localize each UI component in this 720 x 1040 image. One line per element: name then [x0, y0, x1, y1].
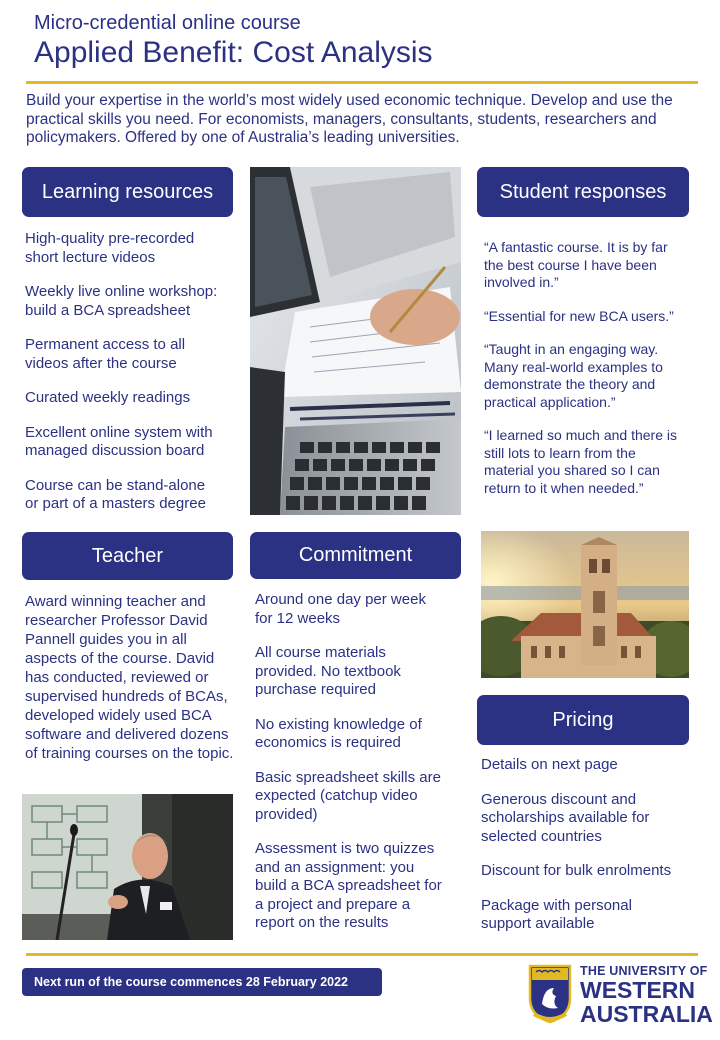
pricing-list	[481, 756, 693, 950]
pricing-item: Discount for bulk enrolments	[481, 862, 672, 879]
pricing-item: Details on next page	[481, 756, 618, 773]
university-wordmark	[580, 964, 713, 1026]
laptop-photo	[250, 167, 461, 515]
learning-resources-list	[25, 230, 240, 530]
learning-item: Weekly live online workshop: build a BCA spreadsheet	[25, 283, 218, 319]
teacher-photo	[22, 794, 233, 940]
learning-item: Curated weekly readings	[25, 389, 191, 406]
commitment-item: All course materials provided. No textbook purchase required	[255, 644, 401, 698]
bottom-divider	[26, 953, 698, 956]
student-quotes	[484, 239, 689, 513]
student-quote: “Taught in an engaging way. Many real-world examples to demonstrate the theory and practical application.”	[484, 341, 663, 410]
commitment-list	[255, 591, 467, 949]
learning-item: Course can be stand-alone or part of a masters degree	[25, 476, 206, 512]
university-name-line3: AUSTRALIA	[580, 1001, 713, 1027]
learning-item: Permanent access to all videos after the course	[25, 336, 186, 372]
pricing-item: Generous discount and scholarships available for selected countries	[481, 790, 650, 845]
student-quote: “A fantastic course. It is by far the best course I have been involved in.”	[484, 239, 668, 290]
campus-photo	[481, 531, 689, 678]
intro-text: Build your expertise in the world’s most widely used economic technique. Develop and use the practical skills you need. For economists, managers, consultants, students, researchers and policymakers. Offered by one of Australia’s leading universities.	[26, 92, 673, 146]
learning-item: Excellent online system with managed discussion board	[25, 423, 213, 459]
student-quote: “I learned so much and there is still lots to learn from the material you shared so I can return to it when needed.”	[484, 427, 677, 496]
pricing-heading: Pricing	[477, 695, 689, 745]
university-crest-logo	[528, 964, 572, 1024]
student-quote: “Essential for new BCA users.”	[484, 307, 674, 324]
teacher-heading: Teacher	[22, 532, 233, 580]
commitment-item: Assessment is two quizzes and an assignment: you build a BCA spreadsheet for a project and prepare a report on the results	[255, 840, 442, 931]
university-name-line1: THE UNIVERSITY OF	[580, 964, 708, 978]
learning-item: High-quality pre-recorded short lecture videos	[25, 230, 195, 266]
commitment-heading: Commitment	[250, 532, 461, 579]
university-name-line2: WESTERN	[580, 977, 695, 1003]
course-type-subtitle: Micro-credential online course	[34, 12, 301, 34]
commitment-item: Around one day per week for 12 weeks	[255, 591, 426, 627]
learning-resources-heading: Learning resources	[22, 167, 233, 217]
student-responses-heading: Student responses	[477, 167, 689, 217]
commitment-item: Basic spreadsheet skills are expected (catchup video provided)	[255, 768, 441, 823]
commitment-item: No existing knowledge of economics is required	[255, 715, 422, 751]
pricing-item: Package with personal support available	[481, 896, 632, 932]
page-title: Applied Benefit: Cost Analysis	[34, 36, 433, 69]
top-divider	[26, 81, 698, 84]
next-run-banner: Next run of the course commences 28 February 2022	[22, 968, 382, 996]
teacher-description: Award winning teacher and researcher Professor David Pannell guides you in all aspects of the course. David has conducted, reviewed or supervised hundreds of BCAs, developed widely used BCA software and delivered dozens of training courses on the topic.	[25, 593, 234, 762]
